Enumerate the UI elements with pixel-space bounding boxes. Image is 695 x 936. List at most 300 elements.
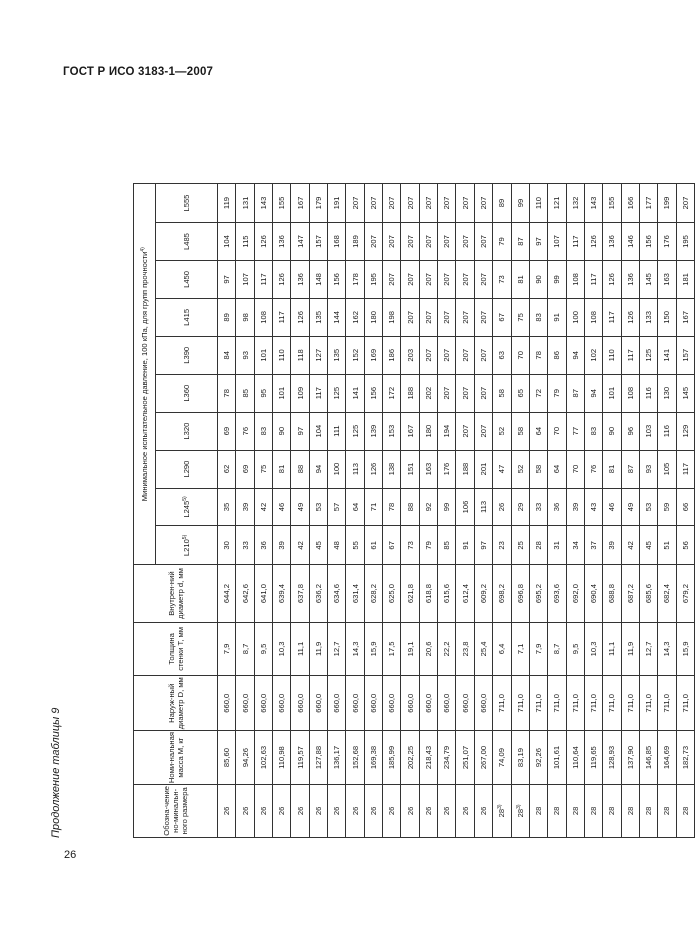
- cell-pressure: 111: [328, 412, 346, 450]
- cell-mass: 146,85: [639, 731, 657, 784]
- cell-wall-thickness: 12,7: [639, 622, 657, 675]
- cell-pressure: 101: [603, 374, 621, 412]
- cell-pressure: 207: [456, 223, 474, 261]
- cell-designation: [309, 784, 327, 837]
- cell-pressure: 94: [584, 374, 602, 412]
- cell-designation-footnote: 3): [515, 804, 522, 809]
- cell-designation: [346, 784, 364, 837]
- cell-pressure: 37: [584, 526, 602, 565]
- cell-designation-value: 26: [332, 806, 342, 816]
- cell-pressure: 207: [474, 223, 492, 261]
- cell-pressure: 207: [474, 298, 492, 336]
- cell-pressure: 118: [291, 336, 309, 374]
- cell-pressure: 83: [584, 412, 602, 450]
- cell-mass: 152,68: [346, 731, 364, 784]
- cell-pressure: 81: [273, 450, 291, 488]
- cell-pressure: 117: [621, 336, 639, 374]
- cell-pressure: 36: [548, 488, 566, 526]
- cell-pressure: 178: [346, 260, 364, 298]
- table-row: [419, 184, 437, 838]
- cell-designation: [584, 784, 602, 837]
- cell-pressure: 67: [383, 526, 401, 565]
- header-pressure-group-footnote: 4): [140, 247, 146, 252]
- cell-pressure: 133: [639, 298, 657, 336]
- cell-pressure: 186: [383, 336, 401, 374]
- table-row: [328, 184, 346, 838]
- cell-pressure: 194: [438, 412, 456, 450]
- cell-pressure: 93: [236, 336, 254, 374]
- cell-designation-value: 28: [570, 806, 580, 816]
- cell-pressure: 207: [419, 336, 437, 374]
- cell-mass: 218,43: [419, 731, 437, 784]
- cell-pressure: 139: [364, 412, 382, 450]
- cell-wall-thickness: 7,9: [218, 622, 236, 675]
- cell-pressure: 176: [438, 450, 456, 488]
- table-row: [401, 184, 419, 838]
- cell-designation-value: 28: [680, 806, 690, 816]
- cell-pressure: 207: [364, 184, 382, 223]
- header-grade: [156, 223, 218, 261]
- cell-pressure: 49: [291, 488, 309, 526]
- cell-designation: [401, 784, 419, 837]
- table-row: [236, 184, 254, 838]
- table-row: [346, 184, 364, 838]
- cell-designation: [291, 784, 309, 837]
- cell-wall-thickness: 12,7: [328, 622, 346, 675]
- cell-designation: [658, 784, 676, 837]
- cell-pressure: 97: [291, 412, 309, 450]
- cell-pressure: 167: [401, 412, 419, 450]
- cell-mass: 127,88: [309, 731, 327, 784]
- cell-pressure: 167: [291, 184, 309, 223]
- cell-mass: 119,57: [291, 731, 309, 784]
- cell-pressure: 125: [639, 336, 657, 374]
- cell-pressure: 195: [364, 260, 382, 298]
- cell-outer-diameter: 660,0: [254, 676, 272, 731]
- header-mass: Номи-нальная масса M, кг: [134, 731, 218, 784]
- cell-pressure: 126: [254, 223, 272, 261]
- cell-wall-thickness: 14,3: [346, 622, 364, 675]
- table-row: [566, 184, 584, 838]
- cell-pressure: 58: [511, 412, 529, 450]
- cell-pressure: 101: [254, 336, 272, 374]
- cell-designation: [621, 784, 639, 837]
- cell-pressure: 136: [603, 223, 621, 261]
- cell-mass: 74,09: [493, 731, 511, 784]
- cell-designation-value: 26: [295, 806, 305, 816]
- header-grade-label: L390: [182, 346, 191, 364]
- cell-pressure: 207: [474, 374, 492, 412]
- cell-pressure: 141: [346, 374, 364, 412]
- cell-pressure: 135: [309, 298, 327, 336]
- cell-pressure: 49: [621, 488, 639, 526]
- cell-pressure: 107: [236, 260, 254, 298]
- cell-pressure: 141: [658, 336, 676, 374]
- cell-designation: [603, 784, 621, 837]
- cell-outer-diameter: 711,0: [566, 676, 584, 731]
- document-header: ГОСТ Р ИСО 3183-1—2007: [63, 66, 214, 78]
- cell-pressure: 117: [603, 298, 621, 336]
- cell-wall-thickness: 25,4: [474, 622, 492, 675]
- cell-pressure: 156: [364, 374, 382, 412]
- cell-designation: [236, 784, 254, 837]
- cell-wall-thickness: 7,9: [529, 622, 547, 675]
- cell-pressure: 66: [676, 488, 694, 526]
- cell-pressure: 115: [236, 223, 254, 261]
- cell-designation: [364, 784, 382, 837]
- cell-wall-thickness: 15,9: [676, 622, 694, 675]
- cell-pressure: 207: [456, 412, 474, 450]
- cell-pressure: 83: [529, 298, 547, 336]
- cell-pressure: 73: [493, 260, 511, 298]
- cell-designation-value: 26: [350, 806, 360, 816]
- cell-wall-thickness: 14,3: [658, 622, 676, 675]
- table-row: [676, 184, 694, 838]
- cell-pressure: 131: [236, 184, 254, 223]
- cell-outer-diameter: 711,0: [529, 676, 547, 731]
- cell-pressure: 191: [328, 184, 346, 223]
- cell-pressure: 78: [529, 336, 547, 374]
- cell-outer-diameter: 660,0: [346, 676, 364, 731]
- cell-pressure: 100: [328, 450, 346, 488]
- cell-designation-value: 26: [405, 806, 415, 816]
- cell-pressure: 136: [291, 260, 309, 298]
- cell-wall-thickness: 9,5: [254, 622, 272, 675]
- cell-mass: 102,63: [254, 731, 272, 784]
- cell-pressure: 85: [236, 374, 254, 412]
- cell-pressure: 81: [511, 260, 529, 298]
- cell-mass: 119,65: [584, 731, 602, 784]
- cell-inner-diameter: 679,2: [676, 565, 694, 622]
- cell-pressure: 97: [218, 260, 236, 298]
- cell-mass: 251,07: [456, 731, 474, 784]
- cell-pressure: 166: [621, 184, 639, 223]
- cell-pressure: 207: [438, 223, 456, 261]
- cell-pressure: 116: [658, 412, 676, 450]
- table-row: [639, 184, 657, 838]
- cell-pressure: 129: [676, 412, 694, 450]
- cell-pressure: 126: [603, 260, 621, 298]
- cell-outer-diameter: 711,0: [603, 676, 621, 731]
- cell-pressure: 108: [566, 260, 584, 298]
- header-grade-footnote: 5): [182, 496, 188, 501]
- cell-pressure: 130: [658, 374, 676, 412]
- cell-pressure: 75: [511, 298, 529, 336]
- cell-pressure: 156: [328, 260, 346, 298]
- cell-pressure: 34: [566, 526, 584, 565]
- cell-designation-value: 26: [240, 806, 250, 816]
- cell-pressure: 152: [346, 336, 364, 374]
- cell-pressure: 29: [511, 488, 529, 526]
- cell-pressure: 104: [309, 412, 327, 450]
- cell-inner-diameter: 687,2: [621, 565, 639, 622]
- cell-designation-value: 26: [313, 806, 323, 816]
- cell-pressure: 71: [364, 488, 382, 526]
- table-row: [658, 184, 676, 838]
- cell-pressure: 207: [438, 298, 456, 336]
- cell-designation: [328, 784, 346, 837]
- cell-outer-diameter: 711,0: [584, 676, 602, 731]
- cell-pressure: 55: [346, 526, 364, 565]
- cell-designation: [273, 784, 291, 837]
- cell-pressure: 89: [218, 298, 236, 336]
- cell-designation-value: 28: [534, 806, 544, 816]
- cell-pressure: 47: [493, 450, 511, 488]
- cell-wall-thickness: 7,1: [511, 622, 529, 675]
- header-outer-diameter: Наруж-ный диаметр D, мм: [134, 676, 218, 731]
- cell-pressure: 117: [309, 374, 327, 412]
- cell-pressure: 103: [639, 412, 657, 450]
- table-body: [218, 184, 695, 838]
- cell-pressure: 135: [328, 336, 346, 374]
- table-row: [529, 184, 547, 838]
- cell-pressure: 83: [254, 412, 272, 450]
- cell-pressure: 94: [309, 450, 327, 488]
- cell-designation-value: 26: [368, 806, 378, 816]
- cell-designation: [548, 784, 566, 837]
- cell-pressure: 33: [236, 526, 254, 565]
- cell-pressure: 59: [658, 488, 676, 526]
- cell-inner-diameter: 636,2: [309, 565, 327, 622]
- table-row: [438, 184, 456, 838]
- cell-wall-thickness: 22,2: [438, 622, 456, 675]
- cell-pressure: 97: [474, 526, 492, 565]
- cell-pressure: 138: [383, 450, 401, 488]
- cell-pressure: 199: [658, 184, 676, 223]
- cell-wall-thickness: 23,8: [456, 622, 474, 675]
- cell-pressure: 42: [621, 526, 639, 565]
- cell-pressure: 119: [218, 184, 236, 223]
- cell-pressure: 67: [493, 298, 511, 336]
- table-row: [291, 184, 309, 838]
- cell-pressure: 125: [328, 374, 346, 412]
- cell-pressure: 207: [474, 260, 492, 298]
- header-grade-label: L290: [182, 460, 191, 478]
- cell-outer-diameter: 660,0: [474, 676, 492, 731]
- cell-pressure: 85: [438, 526, 456, 565]
- cell-designation: [566, 784, 584, 837]
- cell-pressure: 104: [218, 223, 236, 261]
- cell-pressure: 136: [621, 260, 639, 298]
- cell-pressure: 188: [456, 450, 474, 488]
- page-number: 26: [64, 849, 77, 861]
- cell-pressure: 207: [676, 184, 694, 223]
- cell-pressure: 76: [236, 412, 254, 450]
- cell-outer-diameter: 660,0: [364, 676, 382, 731]
- cell-pressure: 52: [511, 450, 529, 488]
- cell-wall-thickness: 8,7: [236, 622, 254, 675]
- cell-inner-diameter: 690,4: [584, 565, 602, 622]
- cell-designation-value: 28: [497, 808, 507, 818]
- cell-pressure: 108: [584, 298, 602, 336]
- cell-outer-diameter: 660,0: [273, 676, 291, 731]
- cell-pressure: 101: [273, 374, 291, 412]
- header-grade-label: L320: [182, 422, 191, 440]
- cell-pressure: 39: [603, 526, 621, 565]
- cell-mass: 164,69: [658, 731, 676, 784]
- cell-pressure: 207: [456, 184, 474, 223]
- table-row: [511, 184, 529, 838]
- cell-pressure: 207: [438, 374, 456, 412]
- cell-pressure: 126: [291, 298, 309, 336]
- cell-pressure: 126: [584, 223, 602, 261]
- cell-pressure: 23: [493, 526, 511, 565]
- cell-designation-value: 26: [442, 806, 452, 816]
- cell-pressure: 207: [383, 223, 401, 261]
- cell-pressure: 78: [218, 374, 236, 412]
- cell-pressure: 56: [676, 526, 694, 565]
- cell-pressure: 207: [456, 298, 474, 336]
- cell-inner-diameter: 642,6: [236, 565, 254, 622]
- cell-inner-diameter: 688,8: [603, 565, 621, 622]
- cell-pressure: 207: [438, 260, 456, 298]
- cell-inner-diameter: 637,8: [291, 565, 309, 622]
- cell-pressure: 207: [474, 336, 492, 374]
- header-grade: [156, 526, 218, 565]
- cell-wall-thickness: 11,9: [309, 622, 327, 675]
- cell-pressure: 57: [328, 488, 346, 526]
- cell-inner-diameter: 639,4: [273, 565, 291, 622]
- cell-pressure: 39: [236, 488, 254, 526]
- cell-pressure: 144: [328, 298, 346, 336]
- cell-mass: 267,00: [474, 731, 492, 784]
- cell-pressure: 195: [676, 223, 694, 261]
- cell-pressure: 93: [639, 450, 657, 488]
- cell-pressure: 45: [309, 526, 327, 565]
- cell-pressure: 110: [529, 184, 547, 223]
- cell-pressure: 207: [383, 260, 401, 298]
- cell-designation-value: 28: [662, 806, 672, 816]
- table-row: [273, 184, 291, 838]
- cell-pressure: 107: [548, 223, 566, 261]
- cell-outer-diameter: 711,0: [676, 676, 694, 731]
- cell-designation-value: 26: [258, 806, 268, 816]
- cell-wall-thickness: 15,9: [364, 622, 382, 675]
- cell-designation: [456, 784, 474, 837]
- cell-pressure: 207: [401, 260, 419, 298]
- cell-outer-diameter: 660,0: [456, 676, 474, 731]
- cell-pressure: 76: [584, 450, 602, 488]
- cell-pressure: 58: [529, 450, 547, 488]
- cell-pressure: 35: [218, 488, 236, 526]
- cell-pressure: 132: [566, 184, 584, 223]
- header-grade-label: L485: [182, 233, 191, 250]
- cell-pressure: 92: [419, 488, 437, 526]
- cell-pressure: 153: [383, 412, 401, 450]
- table-row: [383, 184, 401, 838]
- cell-pressure: 96: [621, 412, 639, 450]
- cell-designation: [383, 784, 401, 837]
- cell-pressure: 89: [493, 184, 511, 223]
- rotated-table-block: [50, 183, 690, 838]
- cell-pressure: 145: [676, 374, 694, 412]
- cell-designation: [419, 784, 437, 837]
- cell-pressure: 64: [548, 450, 566, 488]
- cell-pressure: 42: [291, 526, 309, 565]
- cell-pressure: 207: [456, 260, 474, 298]
- cell-pressure: 116: [639, 374, 657, 412]
- cell-pressure: 117: [566, 223, 584, 261]
- cell-pressure: 143: [254, 184, 272, 223]
- table-caption: Продолжение таблицы 9: [50, 707, 62, 838]
- cell-pressure: 108: [254, 298, 272, 336]
- cell-wall-thickness: 11,9: [621, 622, 639, 675]
- cell-mass: 182,73: [676, 731, 694, 784]
- cell-mass: 136,17: [328, 731, 346, 784]
- cell-pressure: 73: [401, 526, 419, 565]
- cell-designation: [639, 784, 657, 837]
- cell-mass: 83,19: [511, 731, 529, 784]
- cell-outer-diameter: 660,0: [236, 676, 254, 731]
- cell-outer-diameter: 660,0: [291, 676, 309, 731]
- cell-pressure: 53: [639, 488, 657, 526]
- cell-designation-value: 28: [589, 806, 599, 816]
- cell-pressure: 207: [401, 184, 419, 223]
- cell-pressure: 126: [273, 260, 291, 298]
- cell-outer-diameter: 711,0: [548, 676, 566, 731]
- cell-mass: 202,25: [401, 731, 419, 784]
- cell-outer-diameter: 711,0: [639, 676, 657, 731]
- cell-pressure: 202: [419, 374, 437, 412]
- cell-designation-value: 26: [277, 806, 287, 816]
- cell-pressure: 100: [566, 298, 584, 336]
- cell-pressure: 143: [584, 184, 602, 223]
- cell-pressure: 156: [639, 223, 657, 261]
- cell-pressure: 64: [346, 488, 364, 526]
- cell-designation-value: 26: [478, 806, 488, 816]
- cell-inner-diameter: 621,8: [401, 565, 419, 622]
- cell-pressure: 87: [511, 223, 529, 261]
- cell-designation-value: 28: [552, 806, 562, 816]
- cell-wall-thickness: 10,3: [584, 622, 602, 675]
- cell-wall-thickness: 11,1: [291, 622, 309, 675]
- table-row: [309, 184, 327, 838]
- cell-pressure: 157: [309, 223, 327, 261]
- cell-inner-diameter: 682,4: [658, 565, 676, 622]
- cell-pressure: 99: [438, 488, 456, 526]
- header-grade: [156, 336, 218, 374]
- cell-wall-thickness: 17,5: [383, 622, 401, 675]
- cell-designation: [493, 784, 511, 837]
- cell-pressure: 207: [383, 184, 401, 223]
- table-row: [364, 184, 382, 838]
- cell-designation: [511, 784, 529, 837]
- cell-pressure: 207: [456, 374, 474, 412]
- cell-pressure: 84: [218, 336, 236, 374]
- cell-inner-diameter: 644,2: [218, 565, 236, 622]
- cell-pressure: 39: [273, 526, 291, 565]
- cell-pressure: 77: [566, 412, 584, 450]
- cell-designation-value: 26: [222, 806, 232, 816]
- cell-mass: 101,61: [548, 731, 566, 784]
- cell-pressure: 61: [364, 526, 382, 565]
- header-pressure-group-text: Минимальное испытательное давление, 100 кПа, для групп прочности: [140, 251, 149, 502]
- cell-pressure: 31: [548, 526, 566, 565]
- table-row: [456, 184, 474, 838]
- cell-pressure: 30: [218, 526, 236, 565]
- header-grade: [156, 488, 218, 526]
- cell-outer-diameter: 711,0: [621, 676, 639, 731]
- header-grade-label: L415: [182, 308, 191, 326]
- cell-designation-value: 26: [460, 806, 470, 816]
- cell-pressure: 169: [364, 336, 382, 374]
- table-row: [474, 184, 492, 838]
- cell-pressure: 125: [346, 412, 364, 450]
- cell-pressure: 45: [639, 526, 657, 565]
- cell-wall-thickness: 8,7: [548, 622, 566, 675]
- cell-pressure: 99: [511, 184, 529, 223]
- cell-inner-diameter: 618,8: [419, 565, 437, 622]
